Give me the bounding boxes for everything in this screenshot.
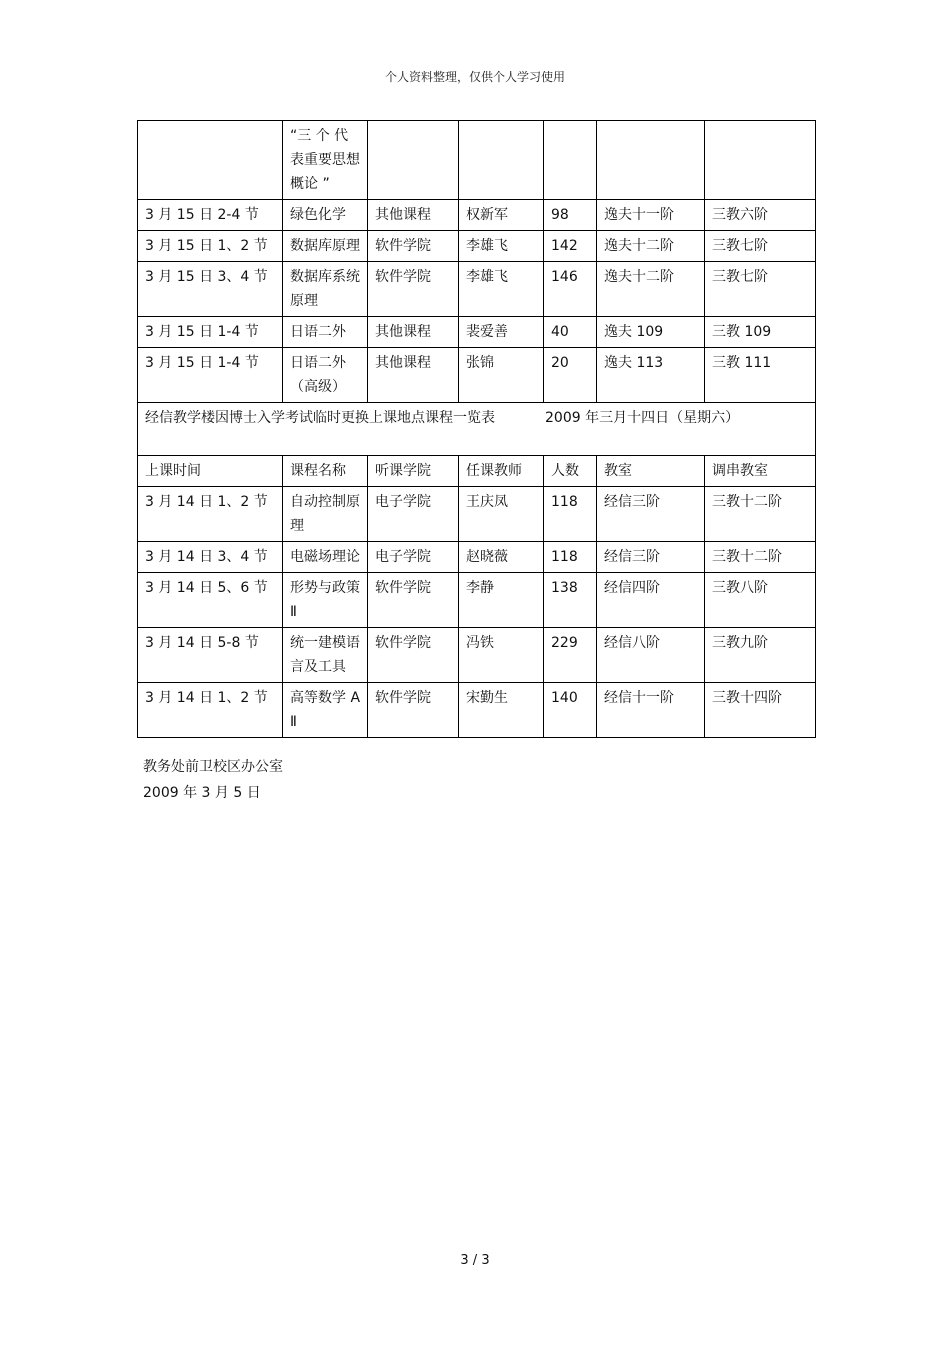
table-row [138, 121, 816, 200]
table-cell: 电子学院 [368, 542, 459, 573]
table-cell: 李静 [459, 573, 544, 628]
table-cell: 软件学院 [368, 262, 459, 317]
table-cell: 逸夫十一阶 [597, 200, 705, 231]
table-cell: 日语二外（高级） [283, 348, 368, 403]
table-row [138, 683, 816, 738]
table-cell: 138 [544, 573, 597, 628]
table-cell: 权新军 [459, 200, 544, 231]
table-cell: 高等数学 AⅡ [283, 683, 368, 738]
footer-office: 教务处前卫校区办公室 [143, 759, 283, 775]
table-cell: 软件学院 [368, 573, 459, 628]
table-cell: 三教十二阶 [705, 542, 816, 573]
table-cell: 三教七阶 [705, 262, 816, 317]
table-cell: 三教 109 [705, 317, 816, 348]
table-cell: 李雄飞 [459, 262, 544, 317]
table-cell: 118 [544, 487, 597, 542]
table-cell: 形势与政策Ⅱ [283, 573, 368, 628]
table-cell: 经信三阶 [597, 542, 705, 573]
table-cell: 229 [544, 628, 597, 683]
table-cell: 其他课程 [368, 317, 459, 348]
footer-date: 2009 年 3 月 5 日 [143, 785, 261, 801]
table-section-title [138, 403, 816, 456]
table-cell: 王庆凤 [459, 487, 544, 542]
table-cell: 软件学院 [368, 683, 459, 738]
table-cell [705, 121, 816, 200]
table-cell: 李雄飞 [459, 231, 544, 262]
table-row [138, 487, 816, 542]
table-cell: 3 月 14 日 5-8 节 [138, 628, 283, 683]
table-cell: 3 月 14 日 5、6 节 [138, 573, 283, 628]
table-cell: 软件学院 [368, 628, 459, 683]
column-header: 上课时间 [138, 456, 283, 487]
section-title-date: 2009 年三月十四日（星期六） [545, 410, 740, 426]
table-cell: 3 月 14 日 3、4 节 [138, 542, 283, 573]
table-cell: 3 月 15 日 3、4 节 [138, 262, 283, 317]
table-cell [368, 121, 459, 200]
table-cell: 电磁场理论 [283, 542, 368, 573]
table-bottom-section [138, 456, 816, 738]
table-cell: 其他课程 [368, 348, 459, 403]
column-header: 听课学院 [368, 456, 459, 487]
table-row [138, 542, 816, 573]
page-header-note: 个人资料整理，仅供个人学习使用 [384, 70, 565, 84]
table-cell: 40 [544, 317, 597, 348]
table-cell: 98 [544, 200, 597, 231]
table-row [138, 231, 816, 262]
column-header: 调串教室 [705, 456, 816, 487]
table-cell: 逸夫 113 [597, 348, 705, 403]
table-row [138, 200, 816, 231]
column-header: 课程名称 [283, 456, 368, 487]
table-cell: 3 月 14 日 1、2 节 [138, 487, 283, 542]
table-row [138, 348, 816, 403]
table-cell: 逸夫十二阶 [597, 231, 705, 262]
table-cell: 3 月 15 日 1、2 节 [138, 231, 283, 262]
table-cell: 统一建模语言及工具 [283, 628, 368, 683]
section-title-text: 经信教学楼因博士入学考试临时更换上课地点课程一览表 [145, 410, 495, 426]
table-cell: 其他课程 [368, 200, 459, 231]
schedule-table [137, 120, 816, 738]
table-cell: 自动控制原理 [283, 487, 368, 542]
table-cell: 数据库系统原理 [283, 262, 368, 317]
column-header: 人数 [544, 456, 597, 487]
table-cell: 三教十四阶 [705, 683, 816, 738]
table-cell: “三 个 代 表重要思想概论 ” [283, 121, 368, 200]
table-row [138, 317, 816, 348]
table-cell: 三教九阶 [705, 628, 816, 683]
table-header-row [138, 456, 816, 487]
table-top-section [138, 121, 816, 403]
table-cell: 裴爱善 [459, 317, 544, 348]
table-cell: 20 [544, 348, 597, 403]
table-cell [459, 121, 544, 200]
table-cell [597, 121, 705, 200]
table-row [138, 573, 816, 628]
table-cell: 日语二外 [283, 317, 368, 348]
page-number: 3 / 3 [460, 1253, 490, 1268]
table-cell: 142 [544, 231, 597, 262]
table-cell [544, 121, 597, 200]
table-cell: 三教六阶 [705, 200, 816, 231]
table-cell: 电子学院 [368, 487, 459, 542]
table-row [138, 262, 816, 317]
table-cell: 张锦 [459, 348, 544, 403]
table-cell: 赵晓薇 [459, 542, 544, 573]
table-cell: 绿色化学 [283, 200, 368, 231]
section-title-cell [138, 403, 816, 456]
table-cell: 软件学院 [368, 231, 459, 262]
table-cell: 三教 111 [705, 348, 816, 403]
table-cell: 3 月 15 日 2-4 节 [138, 200, 283, 231]
table-cell: 宋勤生 [459, 683, 544, 738]
table-cell: 140 [544, 683, 597, 738]
table-cell: 3 月 15 日 1-4 节 [138, 317, 283, 348]
table-cell: 经信三阶 [597, 487, 705, 542]
table-cell: 逸夫 109 [597, 317, 705, 348]
table-cell: 经信十一阶 [597, 683, 705, 738]
table-cell: 经信四阶 [597, 573, 705, 628]
table-cell: 逸夫十二阶 [597, 262, 705, 317]
table-row [138, 628, 816, 683]
table-cell: 3 月 14 日 1、2 节 [138, 683, 283, 738]
column-header: 教室 [597, 456, 705, 487]
table-cell [138, 121, 283, 200]
table-cell: 冯铁 [459, 628, 544, 683]
section-title-row [138, 403, 816, 456]
table-cell: 三教七阶 [705, 231, 816, 262]
table-cell: 三教十二阶 [705, 487, 816, 542]
table-cell: 146 [544, 262, 597, 317]
column-header: 任课教师 [459, 456, 544, 487]
table-cell: 三教八阶 [705, 573, 816, 628]
table-cell: 3 月 15 日 1-4 节 [138, 348, 283, 403]
table-cell: 118 [544, 542, 597, 573]
table-cell: 经信八阶 [597, 628, 705, 683]
table-cell: 数据库原理 [283, 231, 368, 262]
